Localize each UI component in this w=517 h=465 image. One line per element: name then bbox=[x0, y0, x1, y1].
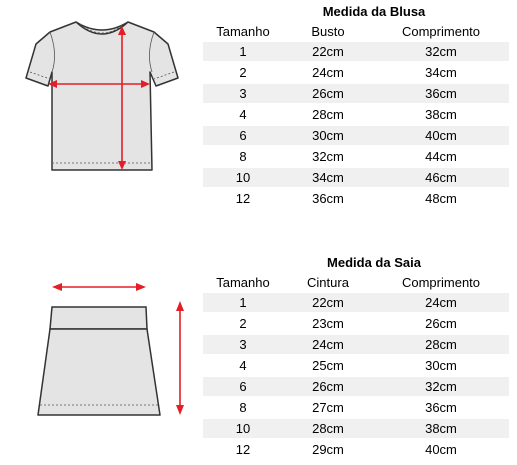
cell-size: 12 bbox=[235, 442, 251, 457]
table-row bbox=[203, 105, 509, 124]
cell-size: 10 bbox=[203, 419, 283, 438]
cell-length: 46cm bbox=[373, 168, 509, 187]
length-arrow-skirt bbox=[176, 301, 184, 415]
cell-length: 24cm bbox=[373, 293, 509, 312]
cell-length: 40cm bbox=[425, 442, 457, 457]
cell-bust: 32cm bbox=[312, 149, 344, 164]
skirt-body bbox=[38, 329, 160, 415]
table-row bbox=[203, 42, 509, 61]
cell-size: 2 bbox=[239, 65, 247, 80]
header-busto: Busto bbox=[311, 24, 345, 39]
cell-bust: 34cm bbox=[283, 168, 373, 187]
cell-waist: 26cm bbox=[283, 377, 373, 396]
tshirt-body bbox=[26, 22, 178, 170]
cell-size: 1 bbox=[203, 293, 283, 312]
header-tamanho: Tamanho bbox=[216, 24, 270, 39]
cell-size: 6 bbox=[203, 126, 283, 145]
skirt-table-title: Medida da Saia bbox=[327, 255, 421, 270]
cell-size: 3 bbox=[203, 84, 283, 103]
cell-bust: 22cm bbox=[283, 42, 373, 61]
header-cintura: Cintura bbox=[307, 275, 349, 290]
cell-length: 30cm bbox=[425, 358, 457, 373]
cell-length: 40cm bbox=[373, 126, 509, 145]
cell-size: 1 bbox=[203, 42, 283, 61]
cell-length: 48cm bbox=[425, 191, 457, 206]
table-row bbox=[203, 63, 509, 82]
skirt-size-section bbox=[203, 253, 509, 461]
table-row bbox=[203, 398, 509, 417]
cell-bust: 26cm bbox=[283, 84, 373, 103]
header-comprimento: Comprimento bbox=[401, 24, 481, 39]
cell-length: 44cm bbox=[425, 149, 457, 164]
table-row bbox=[203, 147, 509, 166]
cell-size: 2 bbox=[239, 316, 247, 331]
table-header-row bbox=[203, 274, 509, 291]
cell-bust: 24cm bbox=[312, 65, 344, 80]
table-row bbox=[203, 293, 509, 312]
table-row bbox=[203, 314, 509, 333]
cell-bust: 28cm bbox=[312, 107, 344, 122]
table-row bbox=[203, 377, 509, 396]
cell-size: 3 bbox=[203, 335, 283, 354]
skirt-waistband bbox=[50, 307, 147, 329]
cell-bust: 30cm bbox=[283, 126, 373, 145]
blouse-size-section bbox=[203, 2, 509, 210]
cell-length: 36cm bbox=[425, 400, 457, 415]
cell-size: 6 bbox=[203, 377, 283, 396]
cell-length: 36cm bbox=[373, 84, 509, 103]
skirt-illustration bbox=[30, 275, 195, 425]
cell-size: 10 bbox=[203, 168, 283, 187]
cell-length: 26cm bbox=[425, 316, 457, 331]
cell-size: 12 bbox=[235, 191, 251, 206]
table-row bbox=[203, 189, 509, 208]
cell-size: 4 bbox=[239, 358, 247, 373]
cell-waist: 24cm bbox=[283, 335, 373, 354]
header-tamanho: Tamanho bbox=[216, 275, 270, 290]
table-row bbox=[203, 419, 509, 438]
cell-length: 38cm bbox=[425, 107, 457, 122]
cell-size: 8 bbox=[239, 149, 247, 164]
tshirt-illustration bbox=[18, 12, 186, 180]
table-row bbox=[203, 440, 509, 459]
table-row bbox=[203, 126, 509, 145]
skirt-size-table bbox=[203, 272, 509, 461]
header-comprimento: Comprimento bbox=[401, 275, 481, 290]
cell-waist: 27cm bbox=[312, 400, 344, 415]
cell-length: 32cm bbox=[373, 42, 509, 61]
table-header-row bbox=[203, 23, 509, 40]
blouse-size-table bbox=[203, 21, 509, 210]
table-row bbox=[203, 168, 509, 187]
cell-waist: 29cm bbox=[312, 442, 344, 457]
cell-size: 4 bbox=[239, 107, 247, 122]
table-row bbox=[203, 84, 509, 103]
cell-length: 38cm bbox=[373, 419, 509, 438]
cell-waist: 25cm bbox=[312, 358, 344, 373]
waist-arrow bbox=[52, 283, 146, 291]
cell-length: 34cm bbox=[425, 65, 457, 80]
cell-size: 8 bbox=[239, 400, 247, 415]
cell-waist: 22cm bbox=[283, 293, 373, 312]
table-row bbox=[203, 335, 509, 354]
cell-length: 28cm bbox=[373, 335, 509, 354]
cell-bust: 36cm bbox=[312, 191, 344, 206]
table-row bbox=[203, 356, 509, 375]
cell-waist: 28cm bbox=[283, 419, 373, 438]
cell-waist: 23cm bbox=[312, 316, 344, 331]
cell-length: 32cm bbox=[373, 377, 509, 396]
blouse-table-title: Medida da Blusa bbox=[322, 4, 426, 19]
